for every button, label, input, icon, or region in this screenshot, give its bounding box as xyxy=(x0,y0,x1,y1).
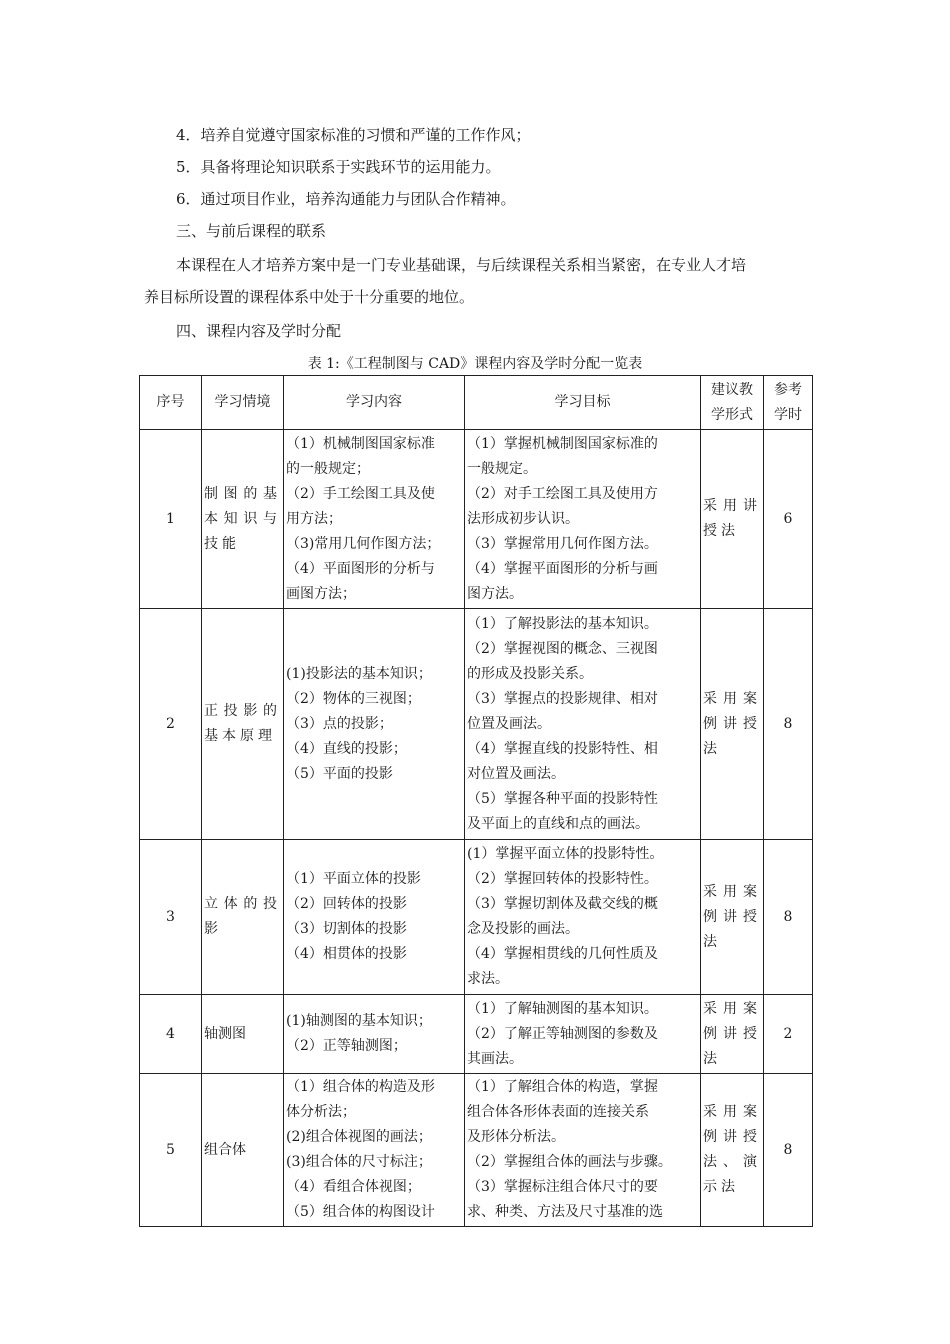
header-method-line-2: 学形式 xyxy=(711,406,753,423)
table-row xyxy=(140,995,813,1074)
content-line: （1）平面立体的投影 xyxy=(286,871,421,887)
goal-line: （2）对手工绘图工具及使用方 xyxy=(467,485,658,502)
row-seq: 5 xyxy=(140,1074,202,1227)
content-line: （4）平面图形的分析与 xyxy=(286,560,435,577)
goal-line: 及平面上的直线和点的画法。 xyxy=(467,815,649,832)
row-hours: 8 xyxy=(764,840,813,995)
row-situation: 正投影的基本原理 xyxy=(202,609,284,840)
content-line: （2）物体的三视图； xyxy=(286,690,421,707)
table-header-row xyxy=(140,376,813,430)
goal-line: 位置及画法。 xyxy=(467,715,551,732)
row-goal xyxy=(465,995,701,1074)
content-line: (1)轴测图的基本知识； xyxy=(286,1013,432,1029)
table-row xyxy=(140,430,813,609)
goal-line: （3）掌握常用几何作图方法。 xyxy=(467,535,658,552)
row-goal xyxy=(465,609,701,840)
content-line: (1)投影法的基本知识； xyxy=(286,665,432,682)
content-line: （4）相贯体的投影 xyxy=(286,946,407,962)
row-situation: 轴测图 xyxy=(202,995,284,1074)
table-caption: 表 1:《工程制图与 CAD》课程内容及学时分配一览表 xyxy=(307,356,643,372)
goal-line: （3）掌握标注组合体尺寸的要 xyxy=(467,1179,658,1195)
row-content xyxy=(284,1074,465,1227)
content-line: 画图方法； xyxy=(286,585,356,602)
header-goal: 学习目标 xyxy=(465,376,701,430)
header-method xyxy=(701,376,764,430)
goal-line: （1）了解投影法的基本知识。 xyxy=(467,615,658,632)
row-seq: 4 xyxy=(140,995,202,1074)
row-hours: 8 xyxy=(764,1074,813,1227)
section-body-3-line-2: 养目标所设置的课程体系中处于十分重要的地位。 xyxy=(144,288,475,306)
row-goal xyxy=(465,1074,701,1227)
row-method: 采用案例讲授法 xyxy=(701,995,764,1074)
content-line: （3）点的投影； xyxy=(286,715,393,732)
goal-line: 的形成及投影关系。 xyxy=(467,665,593,682)
content-line: （3）切割体的投影 xyxy=(286,921,407,937)
goal-line: 法形成初步认识。 xyxy=(467,510,579,527)
row-goal xyxy=(465,840,701,995)
row-seq: 1 xyxy=(140,430,202,609)
goal-line: (1）掌握平面立体的投影特性。 xyxy=(467,846,664,862)
section-heading-4: 四、课程内容及学时分配 xyxy=(176,322,342,340)
goal-line: （2）掌握组合体的画法与步骤。 xyxy=(467,1154,672,1170)
row-hours: 2 xyxy=(764,995,813,1074)
goal-line: （1）了解组合体的构造，掌握 xyxy=(467,1079,658,1095)
row-situation: 立体的投影 xyxy=(202,840,284,995)
content-line: （4）直线的投影； xyxy=(286,740,407,757)
goal-line: （5）掌握各种平面的投影特性 xyxy=(467,790,658,807)
header-hours-line-2: 学时 xyxy=(774,406,802,423)
goal-line: （4）掌握平面图形的分析与画 xyxy=(467,560,658,577)
goal-line: （4）掌握直线的投影特性、相 xyxy=(467,740,658,757)
goal-line: （3）掌握切割体及截交线的概 xyxy=(467,896,658,912)
row-method: 采用案例讲授法 xyxy=(701,609,764,840)
row-seq: 3 xyxy=(140,840,202,995)
header-method-line-1: 建议教 xyxy=(711,381,753,398)
content-line: （5）平面的投影 xyxy=(286,765,393,782)
row-situation: 组合体 xyxy=(202,1074,284,1227)
goal-line: （2）掌握回转体的投影特性。 xyxy=(467,871,658,887)
row-hours: 6 xyxy=(764,430,813,609)
goal-line: 图方法。 xyxy=(467,585,523,602)
goal-line: 念及投影的画法。 xyxy=(467,921,579,937)
goal-line: （1）了解轴测图的基本知识。 xyxy=(467,1000,658,1017)
table-row xyxy=(140,1074,813,1227)
header-content: 学习内容 xyxy=(284,376,465,430)
goal-line: （1）掌握机械制图国家标准的 xyxy=(467,435,658,452)
goal-line: （4）掌握相贯线的几何性质及 xyxy=(467,946,658,962)
goal-line: （2）了解正等轴测图的参数及 xyxy=(467,1025,658,1042)
content-line: （2）手工绘图工具及使 xyxy=(286,485,435,502)
goal-line: 组合体各形体表面的连接关系 xyxy=(467,1104,649,1120)
goal-line: （3）掌握点的投影规律、相对 xyxy=(467,690,658,707)
content-line: 的一般规定； xyxy=(286,460,370,477)
goal-line: 一般规定。 xyxy=(467,460,537,477)
content-line: （5）组合体的构图设计 xyxy=(286,1204,435,1220)
goal-line: （2）掌握视图的概念、三视图 xyxy=(467,640,658,657)
objective-item-5: 5．具备将理论知识联系于实践环节的运用能力。 xyxy=(176,158,501,176)
content-line: （3)常用几何作图方法； xyxy=(286,535,441,552)
goal-line: 求、种类、方法及尺寸基准的选 xyxy=(467,1204,663,1220)
header-hours-line-1: 参考 xyxy=(774,381,802,398)
content-line: （4）看组合体视图； xyxy=(286,1179,421,1195)
content-line: 体分析法； xyxy=(286,1104,356,1120)
row-method: 采用讲授法 xyxy=(701,430,764,609)
course-content-table xyxy=(139,375,813,1227)
objective-item-4: 4．培养自觉遵守国家标准的习惯和严谨的工作作风； xyxy=(176,126,531,144)
row-content xyxy=(284,840,465,995)
goal-line: 对位置及画法。 xyxy=(467,765,565,782)
row-content xyxy=(284,609,465,840)
section-heading-3: 三、与前后课程的联系 xyxy=(176,222,327,240)
row-situation: 制图的基本知识与技能 xyxy=(202,430,284,609)
row-content xyxy=(284,430,465,609)
goal-line: 及形体分析法。 xyxy=(467,1129,565,1145)
content-line: （1）组合体的构造及形 xyxy=(286,1079,435,1095)
content-line: (2)组合体视图的画法； xyxy=(286,1129,432,1145)
goal-line: 求法。 xyxy=(467,971,509,987)
content-line: (3)组合体的尺寸标注； xyxy=(286,1154,432,1170)
header-situation: 学习情境 xyxy=(202,376,284,430)
header-seq: 序号 xyxy=(140,376,202,430)
content-line: （2）回转体的投影 xyxy=(286,896,407,912)
section-body-3-line-1: 本课程在人才培养方案中是一门专业基础课，与后续课程关系相当紧密，在专业人才培 xyxy=(176,256,747,274)
table-row xyxy=(140,840,813,995)
row-method: 采用案例讲授法、演示法 xyxy=(701,1074,764,1227)
content-line: （2）正等轴测图； xyxy=(286,1038,407,1054)
goal-line: 其画法。 xyxy=(467,1050,523,1067)
row-seq: 2 xyxy=(140,609,202,840)
content-line: （1）机械制图国家标准 xyxy=(286,435,435,452)
row-method: 采用案例讲授法 xyxy=(701,840,764,995)
objective-item-6: 6．通过项目作业，培养沟通能力与团队合作精神。 xyxy=(176,190,516,208)
row-goal xyxy=(465,430,701,609)
content-line: 用方法； xyxy=(286,510,342,527)
table-row xyxy=(140,609,813,840)
row-hours: 8 xyxy=(764,609,813,840)
header-hours xyxy=(764,376,813,430)
row-content xyxy=(284,995,465,1074)
